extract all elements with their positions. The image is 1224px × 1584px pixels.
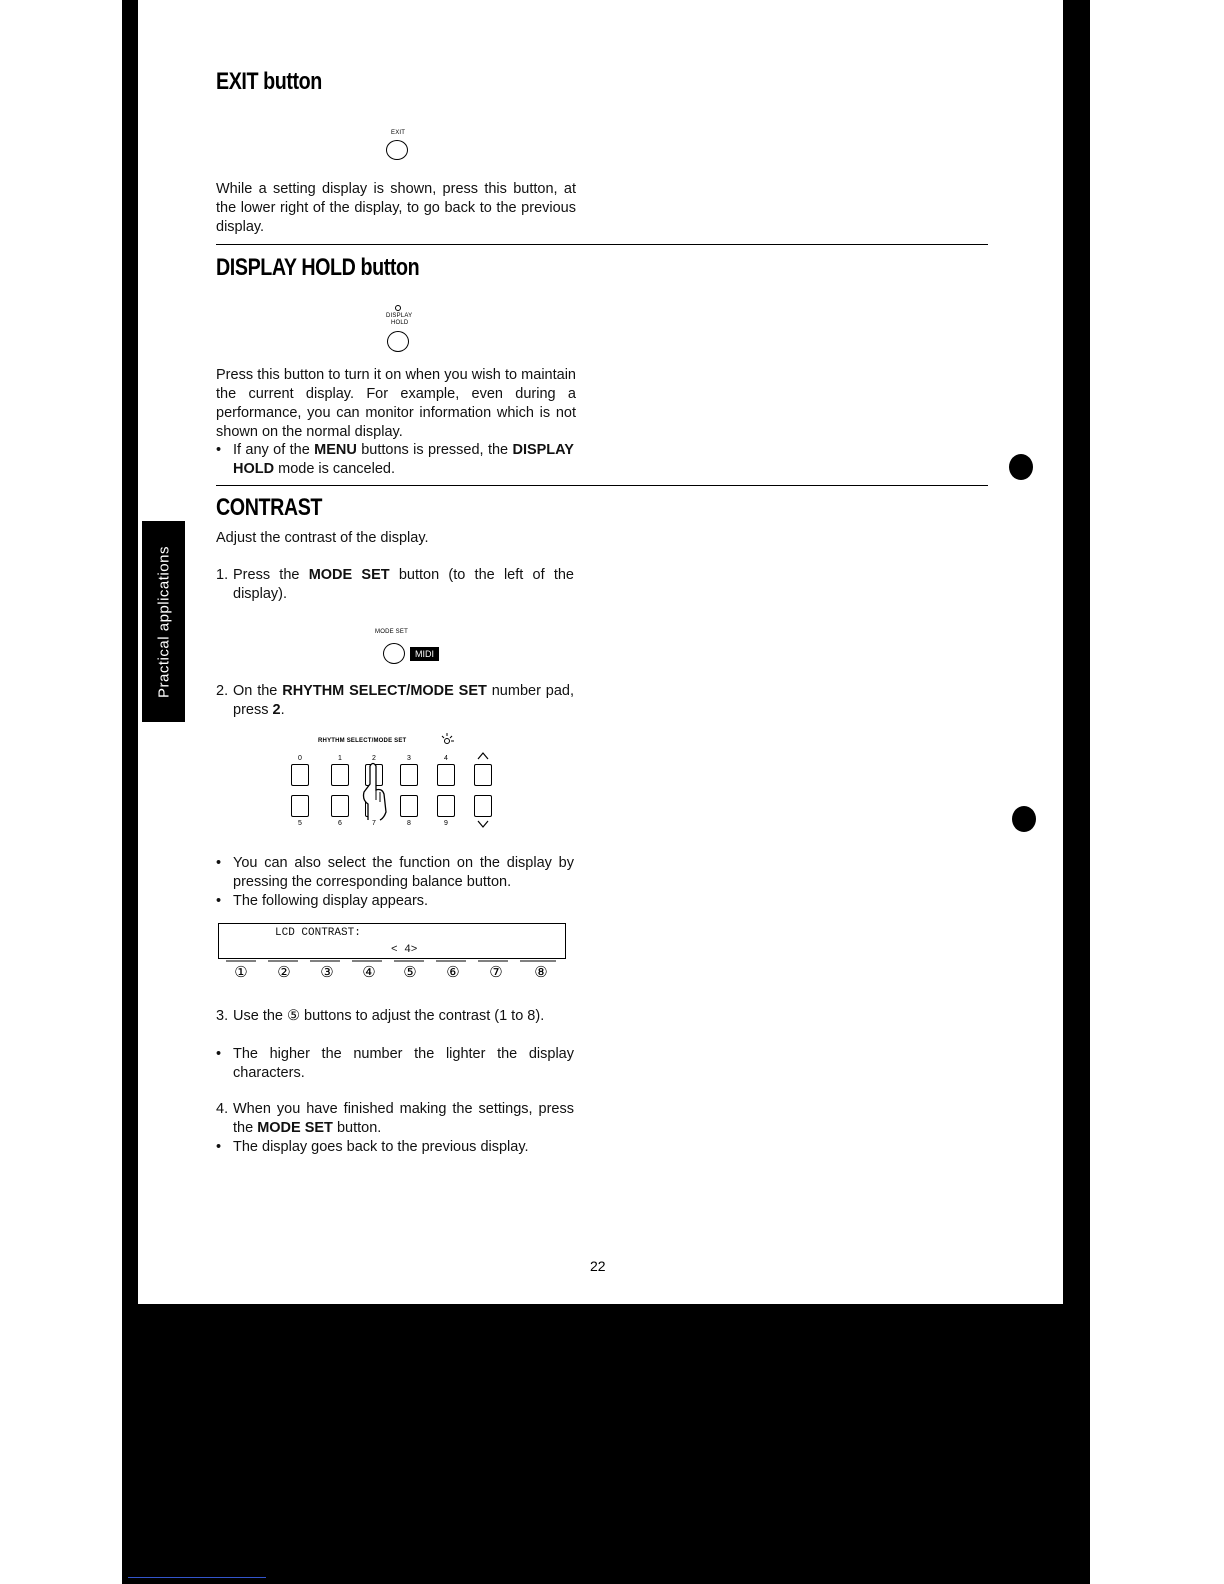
side-tab-label: Practical applications <box>155 545 172 698</box>
contrast-intro: Adjust the contrast of the display. <box>216 530 429 546</box>
lcd-value: < 4> <box>391 944 418 956</box>
lcd-button-8: ⑧ <box>534 964 548 981</box>
scan-artifact-line <box>128 1577 266 1578</box>
up-arrow-icon <box>477 752 489 760</box>
display-hold-bullet: • If any of the MENU buttons is pressed, the DISPLAY HOLD mode is canceled. <box>216 442 574 477</box>
punch-hole-icon <box>1012 806 1036 832</box>
pad-number-label: 3 <box>407 755 411 762</box>
contrast-bullet-b: • The following display appears. <box>216 893 429 909</box>
lcd-button-7: ⑦ <box>489 964 503 981</box>
down-arrow-icon <box>477 820 489 828</box>
display-hold-heading: DISPLAY HOLD button <box>216 254 420 281</box>
pad-number-label: 5 <box>298 820 302 827</box>
exit-button-circle-icon <box>386 140 408 160</box>
display-hold-button-circle-icon <box>387 331 409 352</box>
number-pad-label: RHYTHM SELECT/MODE SET <box>318 738 407 744</box>
mode-set-label: MODE SET <box>375 629 408 635</box>
pad-button-5 <box>291 795 309 817</box>
pad-button-down <box>474 795 492 817</box>
pressing-hand-icon <box>354 760 394 822</box>
contrast-step-4: 4. When you have finished making the settings, press the MODE SET button. <box>216 1101 574 1136</box>
pad-button-0 <box>291 764 309 786</box>
pad-number-label: 4 <box>444 755 448 762</box>
mode-set-button-circle-icon <box>383 643 405 664</box>
exit-heading: EXIT button <box>216 68 322 95</box>
lcd-button-6: ⑥ <box>446 964 460 981</box>
pad-number-label: 2 <box>372 755 376 762</box>
pad-button-4 <box>437 764 455 786</box>
pad-number-label: 0 <box>298 755 302 762</box>
page-number: 22 <box>590 1258 606 1274</box>
pad-number-label: 6 <box>338 820 342 827</box>
display-hold-label-1: DISPLAY <box>386 313 413 319</box>
pad-number-label: 8 <box>407 820 411 827</box>
exit-button-label: EXIT <box>391 130 406 136</box>
exit-description: While a setting display is shown, press this button, at the lower right of the display, to go back to the previous display. <box>216 181 576 235</box>
display-hold-description: Press this button to turn it on when you wish to maintain the current display. For example, even during a performance, you can monitor information which is not shown on the normal display. <box>216 367 576 440</box>
pad-button-9 <box>437 795 455 817</box>
contrast-bullet-a: • You can also select the function on the display by pressing the corresponding balance button. <box>216 855 574 890</box>
lcd-button-5: ⑤ <box>403 964 417 981</box>
pad-number-label: 7 <box>372 820 376 827</box>
section-side-tab <box>142 521 185 722</box>
lcd-button-4: ④ <box>362 964 376 981</box>
contrast-bullet-c: • The higher the number the lighter the display characters. <box>216 1046 574 1081</box>
pad-button-up <box>474 764 492 786</box>
contrast-step-3: 3. Use the ⑤ buttons to adjust the contrast (1 to 8). <box>216 1008 545 1024</box>
section-divider <box>216 244 988 245</box>
contrast-step-2: 2. On the RHYTHM SELECT/MODE SET number pad, press 2. <box>216 683 574 718</box>
pad-button-3 <box>400 764 418 786</box>
lcd-display <box>218 923 566 959</box>
lcd-label: LCD CONTRAST: <box>275 927 361 939</box>
punch-hole-icon <box>1009 454 1033 480</box>
lcd-button-3: ③ <box>320 964 334 981</box>
contrast-heading: CONTRAST <box>216 494 323 521</box>
contrast-step-1: 1. Press the MODE SET button (to the left of the display). <box>216 567 574 602</box>
midi-indicator: MIDI <box>410 647 439 661</box>
pad-button-1 <box>331 764 349 786</box>
display-hold-label-2: HOLD <box>391 320 409 326</box>
pad-number-label: 9 <box>444 820 448 827</box>
pad-number-label: 1 <box>338 755 342 762</box>
section-divider <box>216 485 988 486</box>
pad-button-6 <box>331 795 349 817</box>
pad-button-8 <box>400 795 418 817</box>
contrast-bullet-d: • The display goes back to the previous display. <box>216 1139 529 1155</box>
lcd-button-1: ① <box>234 964 248 981</box>
scan-margin-bottom <box>122 1304 1090 1584</box>
blinking-indicator-icon <box>440 730 460 750</box>
lcd-button-2: ② <box>277 964 291 981</box>
indicator-led-icon <box>395 305 401 311</box>
